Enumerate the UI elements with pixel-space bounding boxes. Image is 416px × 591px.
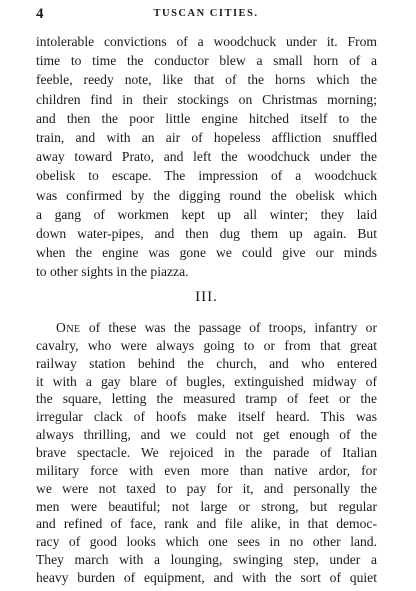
text-line: heavy burden of equipment, and with the sort of quiet [36,570,377,585]
text-line: military force with even more than native ardor, for [36,462,377,478]
page-header [36,6,376,22]
text-line: to other sights in the piazza. [36,264,189,280]
text-line: brave spectacle. We rejoiced in the parade of Italian [36,445,377,460]
text-line: railway station behind the church, and who entered [36,355,377,371]
text-line: intolerable convictions of a woodchuck under it. From [36,34,377,49]
text-line: always thrilling, and we could not get enough of the [36,427,377,443]
text-line: it with a gay blare of bugles, extinguished midway of [36,373,377,389]
section-heading: III. [195,289,218,305]
drop-word: One [56,320,81,335]
text-line: time to time the conductor blew a small horn of a [36,53,377,69]
text-line: away toward Prato, and left the woodchuck under the [36,149,377,165]
running-head: TUSCAN CITIES. [153,8,259,19]
text-line: children find in their stockings on Christmas morning; [36,91,377,107]
first-line-text: of these was the passage of troops, infantry or [80,320,377,335]
text-line: and refined of face, rank and file alike, in that democ- [36,516,377,532]
text-line: obelisk to escape. The impression of a woodchuck [36,168,377,184]
text-line: irregular clack of hoofs make itself heard. This was [36,409,377,425]
text-line: and then the poor little engine hitched itself to the [36,110,377,126]
text-line: a gang of workmen kept up all winter; they laid [36,206,377,222]
text-line: down water-pipes, and then dug them up again. But [36,226,377,241]
text-line: racy of good looks which one sees in no other land. [36,534,377,550]
page-number: 4 [36,6,44,22]
text-line: cavalry, who were always going to or from that great [36,337,377,353]
text-line: we were not taxed to pay for it, and personally the [36,480,377,496]
text-line: when the engine was gone we could give our minds [36,245,377,261]
text-line: men were beautiful; not large or strong, but regular [36,498,377,514]
text-line: the square, letting the measured tramp of feet or the [36,391,377,407]
text-line: feeble, reedy note, like that of the horns which the [36,72,377,88]
text-line: They march with a lounging, swinging step, under a [36,552,377,568]
text-line: train, and with an air of hopeless affliction snuffled [36,130,377,145]
text-line: was confirmed by the digging round the obelisk which [36,187,377,203]
